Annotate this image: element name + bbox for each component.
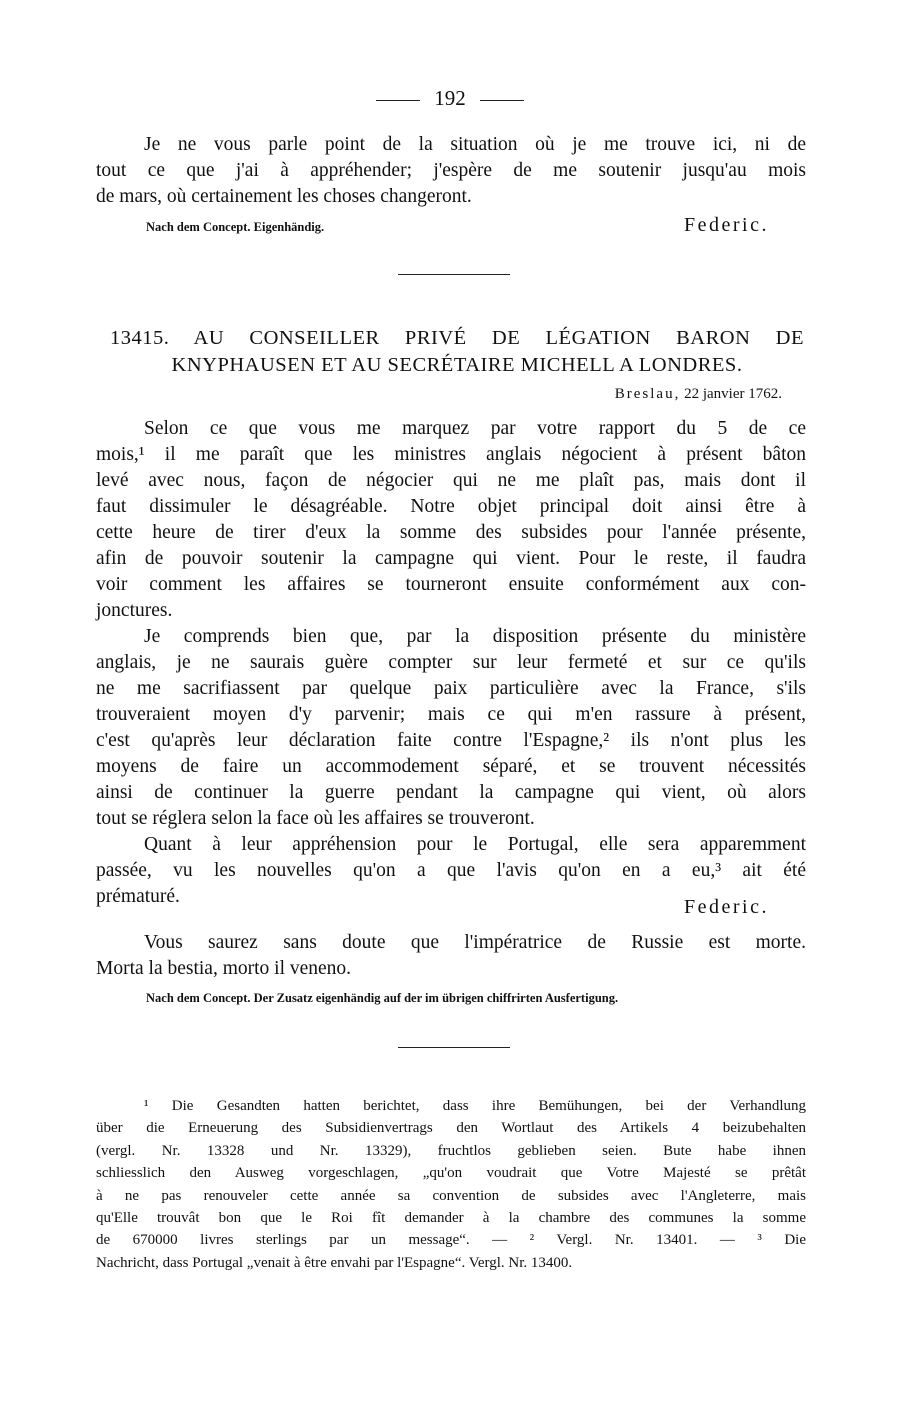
text-line: Quant à leur appréhension pour le Portugal, elle sera apparemment	[144, 834, 806, 855]
footnote-line: (vergl. Nr. 13328 und Nr. 13329), fruchtlos geblieben seien. Bute habe ihnen	[96, 1142, 806, 1159]
letter-date: 22 janvier 1762.	[684, 386, 782, 402]
footnote-line: schliesslich den Ausweg vorgeschlagen, „qu'on voudrait que Votre Majesté se prêtât	[96, 1165, 806, 1182]
letter-heading-line-2: KNYPHAUSEN ET AU SECRÉTAIRE MICHELL A LONDRES.	[171, 354, 743, 376]
footnote-line: Nachricht, dass Portugal „venait à être envahi par l'Espagne“. Vergl. Nr. 13400.	[96, 1254, 573, 1271]
text-line: afin de pouvoir soutenir la campagne qui vient. Pour le reste, il faudra	[96, 548, 806, 569]
page-number-dash-left	[376, 100, 420, 101]
letter-postscript	[96, 930, 806, 982]
intro-paragraph	[96, 132, 806, 210]
intro-signature: Federic.	[684, 214, 769, 236]
footnote-line: de 670000 livres sterlings par un message“. — ² Vergl. Nr. 13401. — ³ Die	[96, 1232, 806, 1249]
text-line: Je comprends bien que, par la disposition présente du ministère	[144, 626, 806, 647]
section-divider	[398, 274, 510, 275]
text-line: tout ce que j'ai à appréhender; j'espère de me soutenir jusqu'au mois	[96, 160, 806, 181]
text-line: anglais, je ne saurais guère compter sur leur fermeté et sur ce qu'ils	[96, 652, 806, 673]
letter-recipient-1: AU CONSEILLER PRIVÉ DE LÉGATION BARON DE	[193, 327, 804, 349]
text-line: prématuré.	[96, 886, 180, 907]
page-number	[0, 86, 900, 111]
text-line: cette heure de tirer d'eux la somme des subsides pour l'année présente,	[96, 522, 806, 543]
page-number-text: 192	[434, 86, 466, 110]
text-line: levé avec nous, façon de négocier qui ne me plaît pas, mais dont il	[96, 470, 806, 491]
letter-number: 13415.	[110, 327, 170, 349]
text-line: Vous saurez sans doute que l'impératrice de Russie est morte.	[144, 932, 806, 953]
letter-paragraph-1	[96, 416, 806, 624]
text-line: jonctures.	[96, 600, 173, 621]
text-line: faut dissimuler le désagréable. Notre objet principal doit ainsi être à	[96, 496, 806, 517]
page-number-dash-right	[480, 100, 524, 101]
footnotes	[96, 1095, 806, 1274]
footnote-line: à ne pas renouveler cette année sa convention de subsides avec l'Angleterre, mais	[96, 1187, 806, 1204]
text-line: ne me sacrifiassent par quelque paix particulière avec la France, s'ils	[96, 678, 806, 699]
text-line: Je ne vous parle point de la situation où je me trouve ici, ni de	[144, 134, 806, 155]
text-line: moyens de faire un accommodement séparé, et se trouvent nécessités	[96, 756, 806, 777]
text-line: ainsi de continuer la guerre pendant la campagne qui vient, où alors	[96, 782, 806, 803]
text-line: de mars, où certainement les choses changeront.	[96, 186, 472, 207]
text-line: Morta la bestia, morto il veneno.	[96, 958, 352, 979]
text-line: voir comment les affaires se tourneront ensuite conformément aux con-	[96, 574, 806, 595]
letter-source-note: Nach dem Concept. Der Zusatz eigenhändig auf der im übrigen chiffrirten Ausfertigung.	[146, 991, 619, 1005]
footnote-line: über die Erneuerung des Subsidienvertrags den Wortlaut des Artikels 4 beizubehalten	[96, 1120, 806, 1137]
text-line: mois,¹ il me paraît que les ministres anglais négocient à présent bâton	[96, 444, 806, 465]
text-line: trouveraient moyen d'y parvenir; mais ce qui m'en rassure à présent,	[96, 704, 806, 725]
text-line: Selon ce que vous me marquez par votre rapport du 5 de ce	[144, 418, 806, 439]
letter-heading-line-1	[110, 325, 804, 352]
text-line: tout se réglera selon la face où les affaires se trouveront.	[96, 808, 535, 829]
footnote-line: ¹ Die Gesandten hatten berichtet, dass ihre Bemühungen, bei der Verhandlung	[144, 1098, 806, 1114]
letter-dateline	[615, 386, 782, 403]
letter-signature: Federic.	[684, 896, 769, 918]
footnote-line: qu'Elle trouvât bon que le Roi fît demander à la chambre des communes la somme	[96, 1210, 806, 1227]
letter-paragraph-2	[96, 624, 806, 832]
text-line: passée, vu les nouvelles qu'on a que l'avis qu'on en a eu,³ ait été	[96, 860, 806, 881]
letter-place: Breslau,	[614, 386, 681, 402]
intro-source-note: Nach dem Concept. Eigenhändig.	[146, 220, 325, 234]
letter-heading	[110, 325, 804, 379]
text-line: c'est qu'après leur déclaration faite contre l'Espagne,² ils n'ont plus les	[96, 730, 806, 751]
footnote-divider	[398, 1047, 510, 1048]
